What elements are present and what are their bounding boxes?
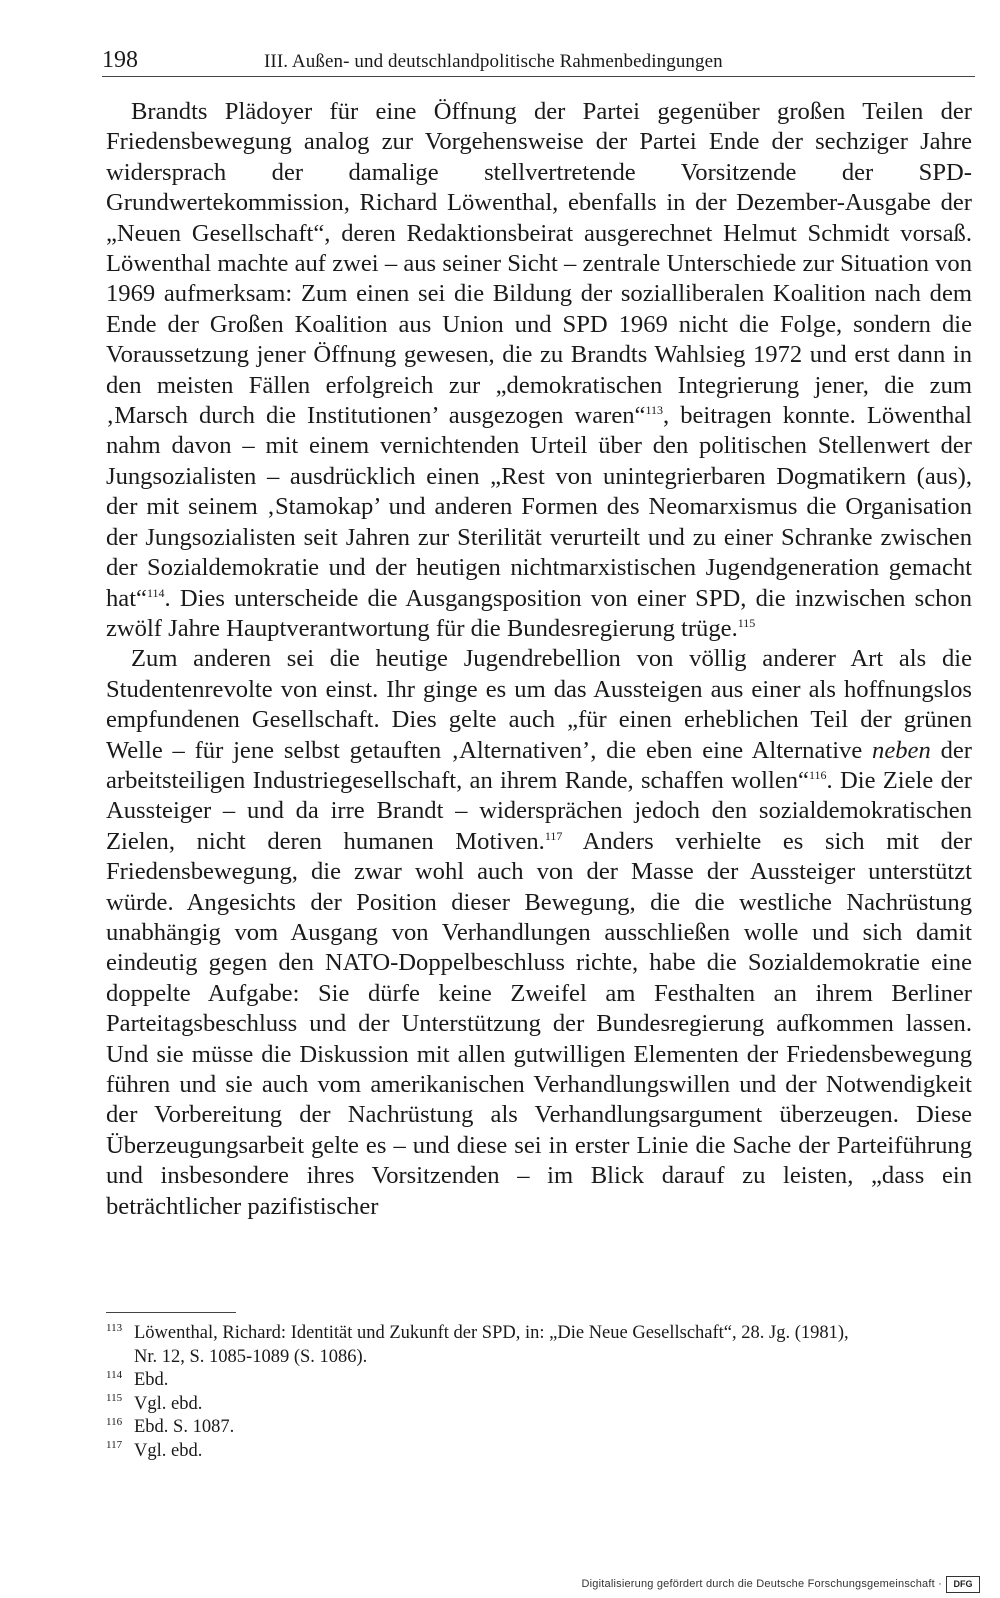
footnote-117: $^{117}$ Vgl. ebd. [106, 1439, 203, 1461]
paragraph-1 [106, 97, 972, 644]
footnotes [106, 1322, 972, 1463]
footnote-text: Vgl. ebd. [134, 1440, 203, 1461]
footnote-114: $^{114}$ Ebd. [106, 1368, 169, 1390]
text-segment: Zum anderen sei die heutige Jugendrebellion von völlig anderer Art als die Studentenrevolte von einst. Ihr ginge es um das Aussteigen aus einer als hoffnungslos empfundenen Gesellschaft. Dies gelte auch „für einen erheblichen Teil der grünen Welle – für jene selbst getauften ‚Alternativen’, die eben eine Alternative [106, 645, 972, 764]
digitization-note: Digitalisierung gefördert durch die Deutsche Forschungsgemeinschaft · [581, 1578, 942, 1590]
footnote-ref: 113 [645, 402, 664, 417]
footnote-113-continued [106, 1346, 972, 1370]
footnote-text: Vgl. ebd. [134, 1393, 203, 1414]
text-segment: Brandts Plädoyer für eine Öffnung der Partei gegenüber großen Teilen der Friedensbewegung analog zur Vorgehensweise der Partei Ende der sechziger Jahre widersprach der damalige stellvertretende Vorsitzende der SPD-Grundwertekommission, Richard Löwenthal, ebenfalls in der Dezember-Ausgabe der „Neuen Gesellschaft“, deren Redaktionsbeirat ausgerechnet Helmut Schmidt vorsaß. Löwenthal machte auf zwei – aus seiner Sicht – zentrale Unterschiede zur Situation von 1969 aufmerksam: Zum einen sei die Bildung der sozialliberalen Koalition nach dem Ende der Großen Koalition aus Union und SPD 1969 nicht die Folge, sondern die Voraussetzung jener Öffnung gewesen, die zu Brandts Wahlsieg 1972 und erst dann in den meisten Fällen erfolgreich zur „demokratischen Integrierung jener, die zum ‚Marsch durch die Institutionen’ ausgezogen waren“ [106, 98, 972, 430]
body-text [106, 97, 972, 1222]
footnote-115: $^{115}$ Vgl. ebd. [106, 1392, 203, 1414]
footnote-ref: 116 [808, 767, 827, 782]
text-segment: Anders verhielte es sich mit der Friedensbewegung, die zwar wohl auch von der Masse der Aussteiger unterstützt würde. Angesichts der Position dieser Bewegung, die die westliche Nachrüstung unabhängig vom Ausgang von Verhandlungen ausschließen wolle und sich damit eindeutig gegen den NATO-Doppelbeschluss richte, habe die Sozialdemokratie eine doppelte Aufgabe: Sie dürfe keine Zweifel am Festhalten an ihrem Berliner Parteitagsbeschluss und der Unterstützung der Bundesregierung aufkommen lassen. Und sie müsse die Diskussion mit allen gutwilligen Elementen der Friedensbewegung führen und sie auch vom amerikanischen Verhandlungswillen und der Notwendigkeit der Vorbereitung der Nachrüstung als Verhandlungsargument überzeugen. Diese Überzeugungsarbeit gelte es – und diese sei in erster Linie die Sache der Parteiführung und insbesondere ihres Vorsitzenden – im Blick darauf zu leisten, „dass ein beträchtlicher pazifistischer [106, 827, 972, 1220]
text-segment: . Die Ziele der Aussteiger – und da irre Brandt – widersprächen jedoch den sozialdemokratischen Zielen, nicht deren humanen Motiven. [106, 766, 973, 855]
dfg-logo: DFG [946, 1576, 980, 1593]
page-header [102, 44, 975, 77]
running-title: III. Außen- und deutschlandpolitische Rahmenbedingungen [264, 51, 723, 72]
footnote-separator [106, 1312, 236, 1313]
footnote-ref: 115 [737, 615, 756, 630]
footnote-text: Ebd. S. 1087. [134, 1417, 235, 1437]
text-segment: , beitragen konnte. Löwenthal nahm davon – mit einem vernichtenden Urteil über den politischen Stellenwert der Jungsozialisten – ausdrücklich einen „Rest von unintegrierbaren Dogmatikern (aus), der mit seinem ‚Stamokap’ und anderen Formen des Neomarxismus die Organisation der Jungsozialisten seit Jahren zur Sterilität verurteilt und zu einer Schranke zwischen der Sozialdemokratie und der heutigen nichtmarxistischen Jugendgeneration gemacht hat“ [106, 402, 972, 612]
footnote-text: Nr. 12, S. 1085-1089 (S. 1086). [134, 1346, 368, 1367]
text-segment: . Dies unterscheide die Ausgangsposition von einer SPD, die inzwischen schon zwölf Jahre Hauptverantwortung für die Bundesregierung trüge. [106, 584, 972, 642]
paragraph-2 [106, 644, 972, 1222]
footnote-ref: 114 [146, 585, 165, 600]
footnote-116: $^{116}$ Ebd. S. 1087. [106, 1415, 235, 1437]
footnote-113: $^{113}$ Löwenthal, Richard: Identität und Zukunft der SPD, in: „Die Neue Gesellschaft“, 28. Jg. (1981), [106, 1321, 849, 1343]
emphasis: neben [872, 736, 931, 764]
footnote-ref: 117 [544, 828, 563, 843]
text-segment: der arbeitsteiligen Industriegesellschaft, an ihrem Rande, schaffen wollen“ [106, 736, 972, 794]
footnote-text: Löwenthal, Richard: Identität und Zukunft der SPD, in: „Die Neue Gesellschaft“, 28. Jg. (1981), [134, 1323, 849, 1343]
footnote-text: Ebd. [134, 1370, 169, 1390]
page-number: 198 [102, 47, 138, 73]
